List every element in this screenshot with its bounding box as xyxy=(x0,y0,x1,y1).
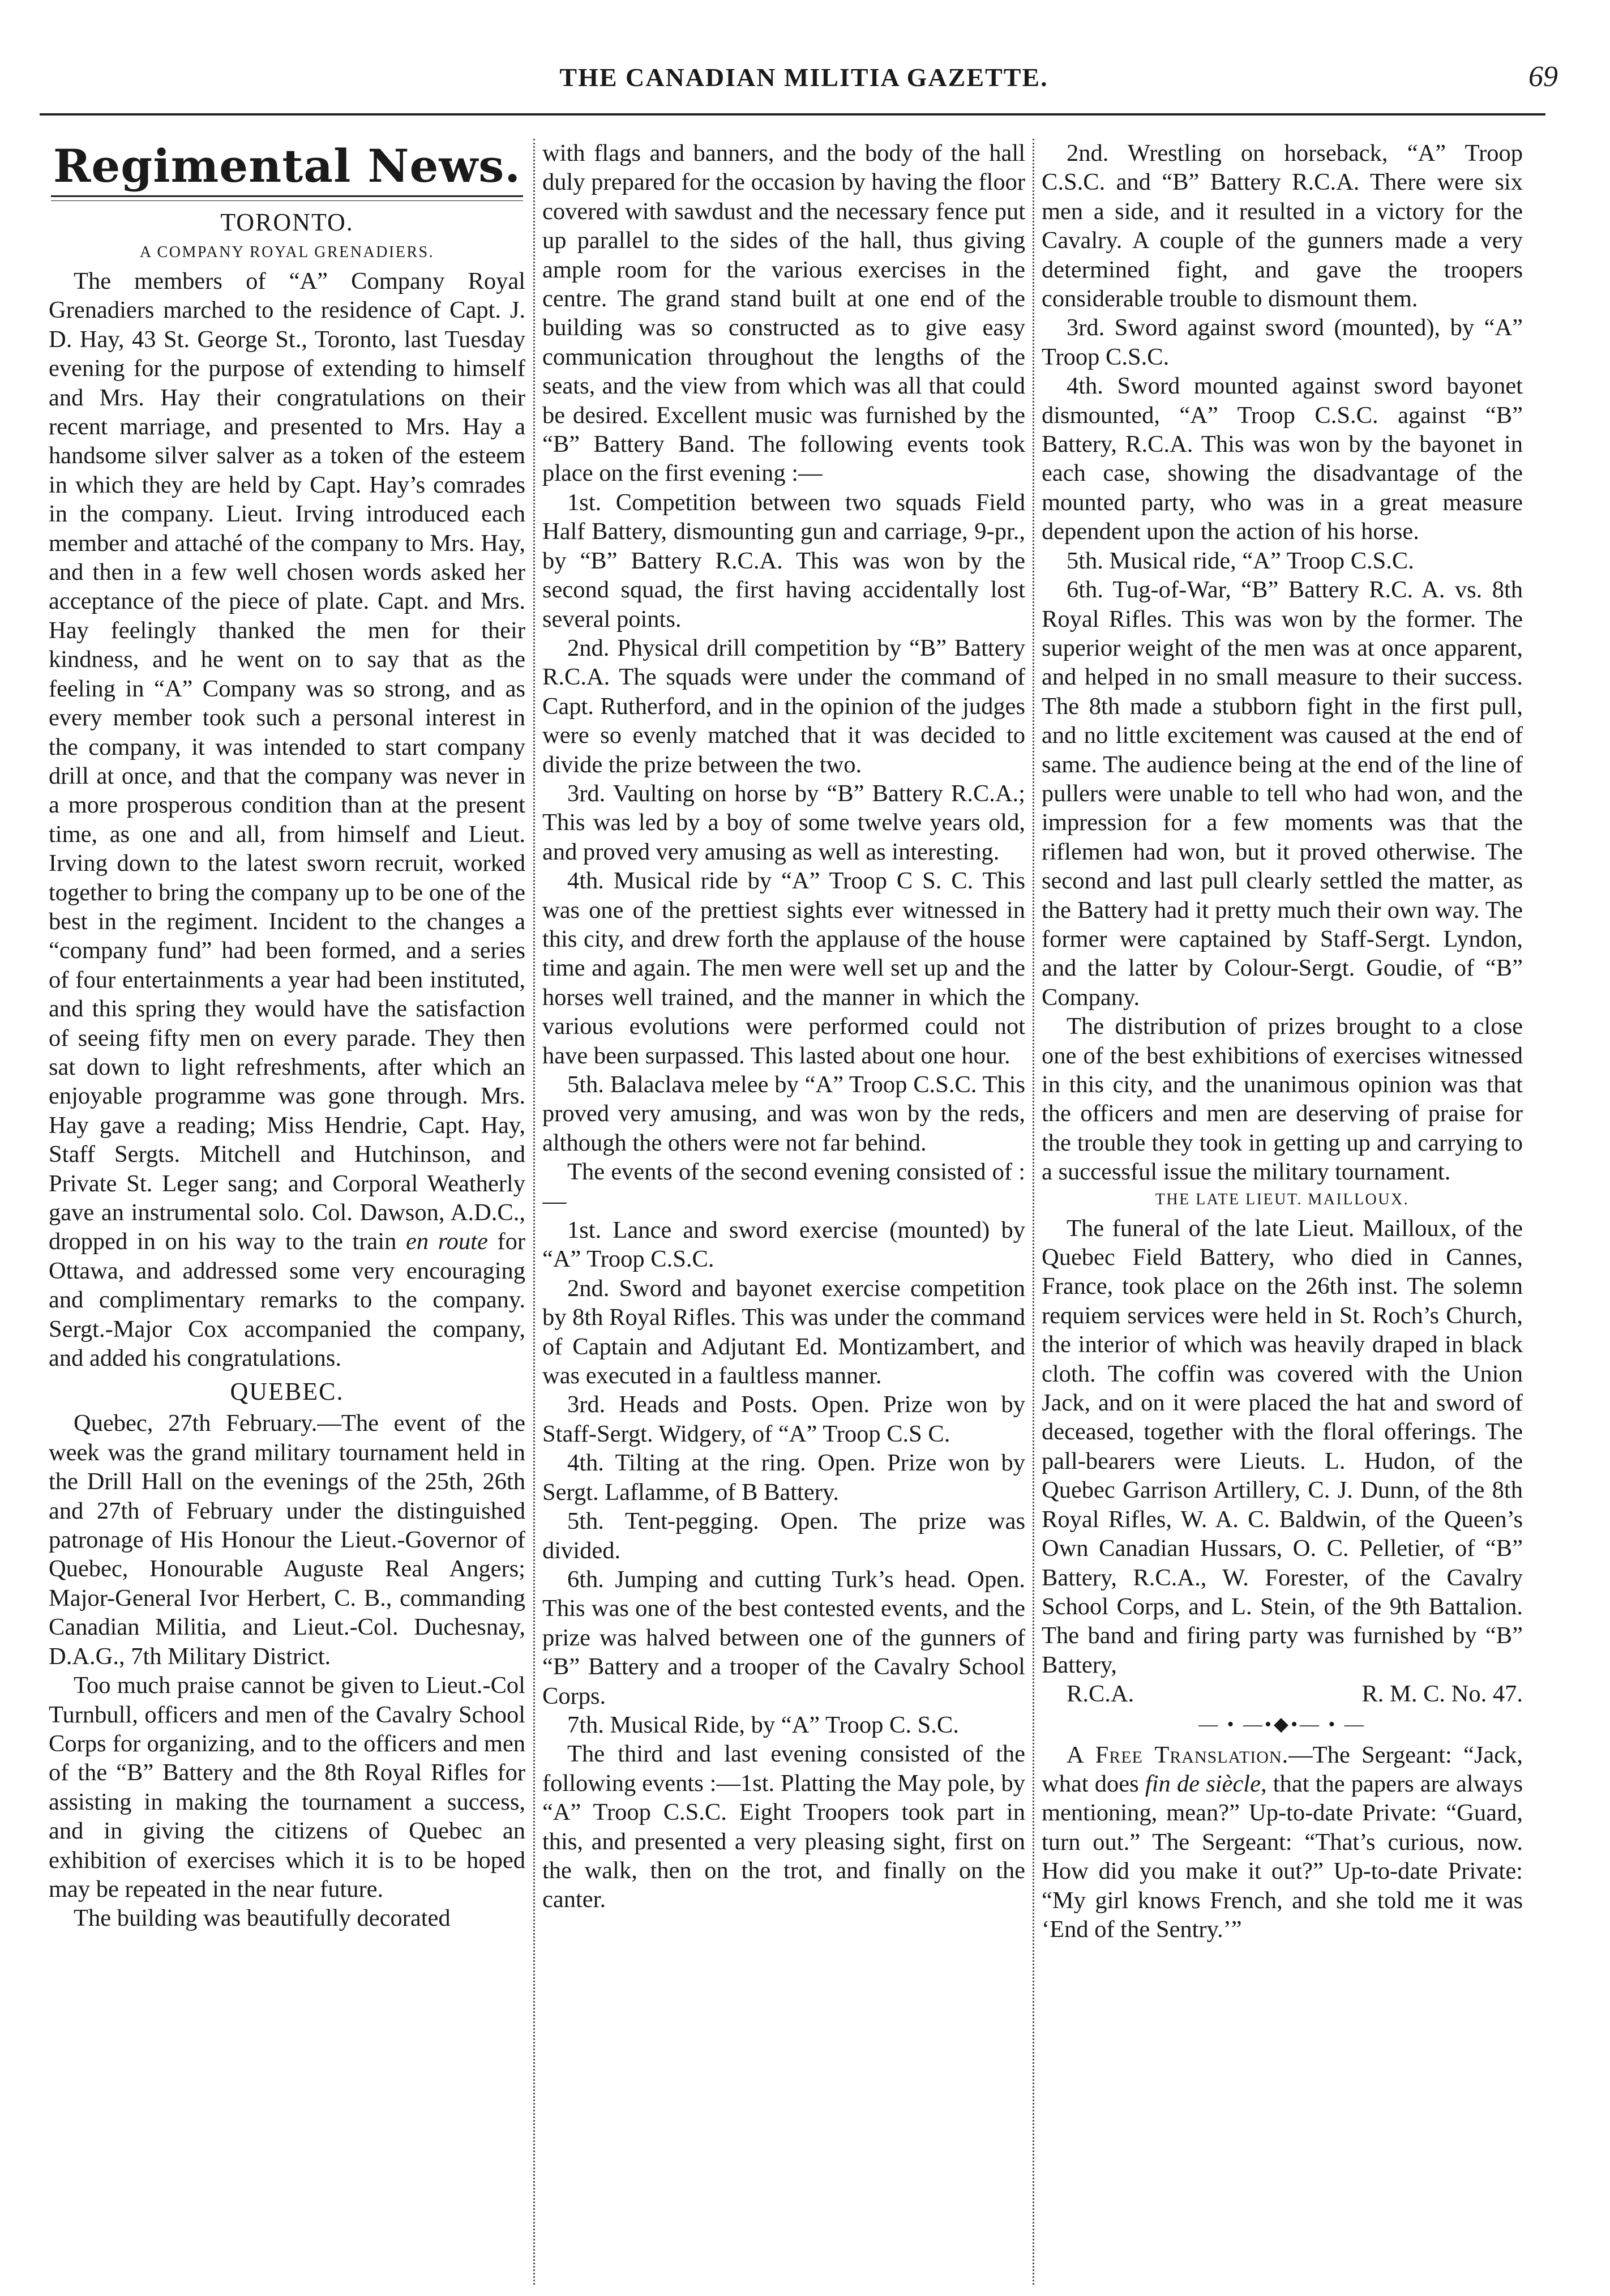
mailloux-heading: THE LATE LIEUT. MAILLOUX. xyxy=(1155,1190,1410,1208)
page-number: 69 xyxy=(1528,61,1558,93)
signature-right: R. M. C. No. 47. xyxy=(1361,1681,1523,1708)
toronto-subheading: A COMPANY ROYAL GRENADIERS. xyxy=(139,243,435,261)
article-paragraph: The third and last evening consisted of the following events :—1st. Platting the May pole, by “A” Troop C.S.C. Eight Troopers took part in this, and presented a very pleasing sight, first on the walk, then on the trot, and finally on the canter. xyxy=(542,1741,1025,1913)
event-item: 4th. Musical ride by “A” Troop C S. C. This was one of the prettiest sights ever witnessed in this city, and drew forth the applause of the house time and again. The men were well set up and the horses well trained, and the manner in which the various evolutions were performed could not have been surpassed. This lasted about one hour. xyxy=(542,867,1025,1069)
masthead xyxy=(40,62,1568,102)
toronto-paragraph: The members of “A” Company Royal Grenadiers marched to the residence of Capt. J. D. Hay, 43 St. George St., Toronto, last Tuesday evening for the purpose of extending to himself and Mrs. Hay their congratulations on their recent marriage, and presented to Mrs. Hay a handsome silver salver as a token of the esteem in which they are held by Capt. Hay’s comrades in the company. Lieut. Irving introduced each member and attaché of the company to Mrs. Hay, and then in a few well chosen words asked her acceptance of the piece of plate. Capt. and Mrs. Hay feelingly thanked the men for their kindness, and he went on to say that as the feeling in “A” Company was so strong, and as every member took such a personal interest in the company, it was intended to start company drill at once, and that the company was never in a more prosperous condition than at the present time, as one and all, from himself and Lieut. Irving down to the latest sworn recruit, worked together to bring the company up to be one of the best in the regiment. Incident to the changes a “company fund” had been formed, and a series of four entertainments a year had been instituted, and this spring they would have the satisfaction of seeing fifty men on every parade. They then sat down to light refreshments, after which an enjoyable programme was gone through. Mrs. Hay gave a reading; Miss Hendrie, Capt. Hay, Staff Sergts. Mitchell and Hutchinson, and Private St. Leger sang; and Corporal Weatherly gave an instrumental solo. Col. Dawson, A.D.C., dropped in on his way to the train en route for Ottawa, and addressed some very encouraging and complimentary remarks to the company. Sergt.-Major Cox accompanied the company, and added his congratulations. xyxy=(49,268,525,1372)
event-item: 5th. Musical ride, “A” Troop C.S.C. xyxy=(1067,547,1414,574)
quebec-heading: QUEBEC. xyxy=(230,1378,344,1406)
event-item: 7th. Musical Ride, by “A” Troop C. S.C. xyxy=(567,1711,959,1738)
event-item: 5th. Tent-pegging. Open. The prize was divided. xyxy=(542,1508,1025,1564)
column-2 xyxy=(542,139,1025,2285)
article-paragraph: with flags and banners, and the body of the hall duly prepared for the occasion by having the floor covered with sawdust and the necessary fence put up parallel to the sides of the hall, thus giving ample room for the various exercises in the centre. The grand stand built at one end of the building was so constructed as to give easy communication throughout the lengths of the seats, and the view from which was all that could be desired. Excellent music was furnished by the “B” Battery Band. The following events took place on the first evening :— xyxy=(542,140,1025,487)
free-translation-title: A Free Translation. xyxy=(1067,1741,1289,1768)
event-item: 2nd. Physical drill competition by “B” Battery R.C.A. The squads were under the command of Capt. Rutherford, and in the opinion of the judges were so evenly matched that it was decided to divide the prize between the two. xyxy=(542,634,1025,778)
event-item: 4th. Sword mounted against sword bayonet dismounted, “A” Troop C.S.C. against “B” Battery, R.C.A. This was won by the bayonet in each case, showing the disadvantage of the mounted party, who was in a great measure dependent upon the action of his horse. xyxy=(1042,373,1523,545)
section-rule xyxy=(51,195,523,201)
free-translation-paragraph: A Free Translation.—The Sergeant: “Jack, what does fin de siècle, that the papers are always mentioning, mean?” Up-to-date Private: “Guard, turn out.” The Sergeant: “That’s curious, now. How did you make it out?” Up-to-date Private: “My girl knows French, and she told me it was ‘End of the Sentry.’” xyxy=(1042,1741,1523,1943)
event-item: 3rd. Vaulting on horse by “B” Battery R.C.A.; This was led by a boy of some twelve years old, and proved very amusing as well as interesting. xyxy=(542,780,1025,865)
event-item: 4th. Tilting at the ring. Open. Prize won by Sergt. Laflamme, of B Battery. xyxy=(542,1450,1025,1506)
signature-left: R.C.A. xyxy=(1067,1681,1134,1708)
article-paragraph: The events of the second evening consisted of :— xyxy=(542,1158,1025,1215)
event-item: 1st. Lance and sword exercise (mounted) by “A” Troop C.S.C. xyxy=(542,1217,1025,1273)
quebec-paragraph: The building was beautifully decorated xyxy=(74,1905,451,1932)
article-paragraph: The distribution of prizes brought to a close one of the best exhibitions of exercises witnessed in this city, and the unanimous opinion was that the officers and men are deserving of praise for the trouble they took in getting up and carrying to a successful issue the military tournament. xyxy=(1042,1013,1523,1186)
quebec-paragraph: Quebec, 27th February.—The event of the week was the grand military tournament held in the Drill Hall on the evenings of the 25th, 26th and 27th of February under the distinguished patronage of His Honour the Lieut.-Governor of Quebec, Honourable Auguste Real Angers; Major-General Ivor Herbert, C. B., commanding Canadian Militia, and Lieut.-Col. Duchesnay, D.A.G., 7th Military District. xyxy=(49,1410,525,1670)
gazette-title: THE CANADIAN MILITIA GAZETTE. xyxy=(559,63,1048,92)
event-item: 2nd. Sword and bayonet exercise competition by 8th Royal Rifles. This was under the command of Captain and Adjutant Ed. Montizambert, and was executed in a faultless manner. xyxy=(542,1275,1025,1389)
event-item: 3rd. Sword against sword (mounted), by “A” Troop C.S.C. xyxy=(1042,314,1523,370)
ornament-divider: — • —•◆•— • — xyxy=(1198,1713,1366,1735)
event-item: 6th. Tug-of-War, “B” Battery R.C. A. vs. 8th Royal Rifles. This was won by the former. The superior weight of the men was at once apparent, and helped in no small measure to their success. The 8th made a stubborn fight in the first pull, and no little excitement was caused at the end of same. The audience being at the end of the line of pullers were unable to tell who had won, and the impression for a few moments was that the riflemen had won, but it proved otherwise. The second and last pull clearly settled the matter, as the Battery had it pretty much their own way. The former were captained by Staff-Sergt. Lyndon, and the latter by Colour-Sergt. Goudie, of “B” Company. xyxy=(1042,576,1523,1011)
toronto-heading: TORONTO. xyxy=(220,208,354,236)
column-divider xyxy=(1033,139,1034,2285)
signature-line xyxy=(1042,1679,1523,1708)
section-title: Regimental News. xyxy=(53,139,521,193)
event-item: 2nd. Wrestling on horseback, “A” Troop C.S.C. and “B” Battery R.C.A. There were six men a side, and it resulted in a victory for the Cavalry. A couple of the gunners made a very determined fight, and gave the troopers considerable trouble to dismount them. xyxy=(1042,140,1523,313)
column-1 xyxy=(49,139,525,2285)
event-item: 1st. Competition between two squads Field Half Battery, dismounting gun and carriage, 9-pr., by “B” Battery R.C.A. This was won by the second squad, the first having accidentally lost several points. xyxy=(542,489,1025,632)
quebec-paragraph: Too much praise cannot be given to Lieut.-Col Turnbull, officers and men of the Cavalry School Corps for organizing, and to the officers and men of the “B” Battery and the 8th Royal Rifles for assisting in making the tournament a success, and in giving the citizens of Quebec an exhibition of exercises which it is to be hoped may be repeated in the near future. xyxy=(49,1672,525,1902)
event-item: 5th. Balaclava melee by “A” Troop C.S.C. This proved very amusing, and was won by the reds, although the others were not far behind. xyxy=(542,1071,1025,1156)
funeral-paragraph: The funeral of the late Lieut. Mailloux, of the Quebec Field Battery, who died in Cannes, France, took place on the 26th inst. The solemn requiem services were held in St. Roch’s Church, the interior of which was heavily draped in black cloth. The coffin was covered with the Union Jack, and on it were placed the hat and sword of deceased, together with the floral offerings. The pall-bearers were Lieuts. L. Hudon, of the Quebec Garrison Artillery, C. J. Dunn, of the 8th Royal Rifles, W. A. C. Baldwin, of the Queen’s Own Canadian Hussars, O. C. Pelletier, of “B” Battery, R.C.A., W. Forester, of the Cavalry School Corps, and L. Stein, of the 9th Battalion. The band and firing party was furnished by “B” Battery, xyxy=(1042,1215,1523,1678)
masthead-rule xyxy=(40,113,1545,116)
column-3 xyxy=(1042,139,1523,2285)
event-item: 3rd. Heads and Posts. Open. Prize won by Staff-Sergt. Widgery, of “A” Troop C.S C. xyxy=(542,1391,1025,1447)
column-divider xyxy=(533,139,535,2285)
event-item: 6th. Jumping and cutting Turk’s head. Open. This was one of the best contested events, and the prize was halved between one of the gunners of “B” Battery and a trooper of the Cavalry School Corps. xyxy=(542,1566,1025,1709)
